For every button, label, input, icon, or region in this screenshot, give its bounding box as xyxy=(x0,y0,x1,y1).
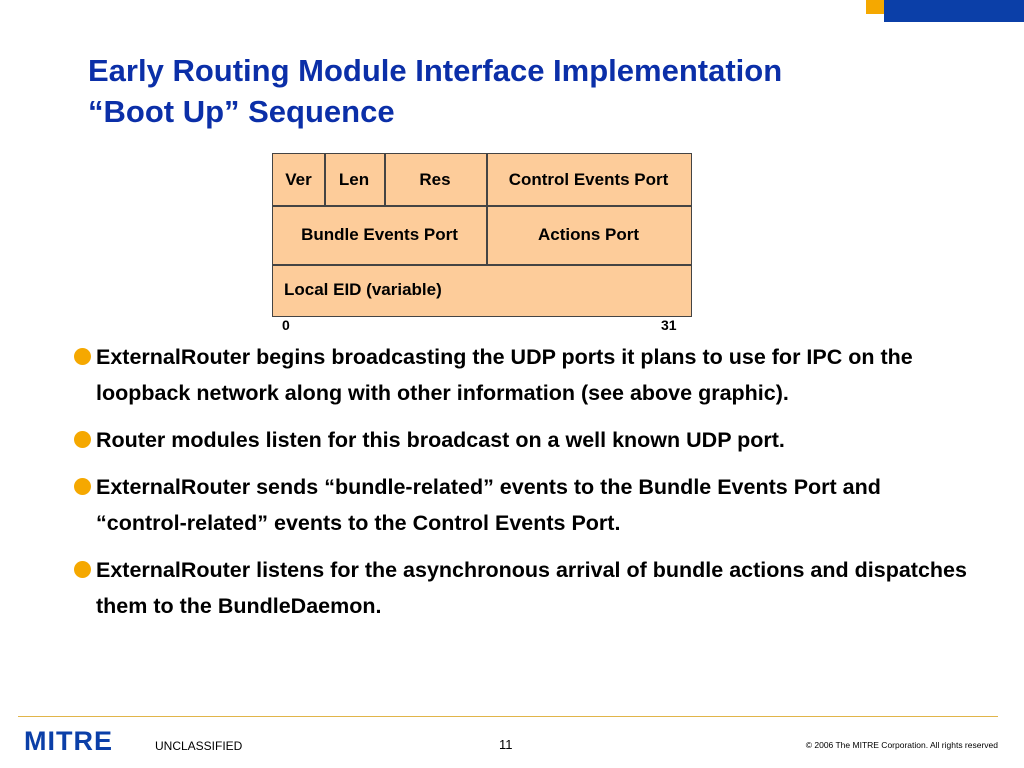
col-divider-ver xyxy=(324,154,326,205)
bullet-item: ExternalRouter sends “bundle-related” events to the Bundle Events Port and “control-related” events to the Control Events Port. xyxy=(74,469,974,541)
field-actions-port: Actions Port xyxy=(537,224,640,244)
bullet-dot-icon xyxy=(74,561,91,578)
bullet-dot-icon xyxy=(74,431,91,448)
corner-accent-orange xyxy=(866,0,884,14)
bullet-dot-icon xyxy=(74,348,91,365)
bullet-dot-icon xyxy=(74,478,91,495)
col-divider-res xyxy=(486,154,488,264)
page-number: 11 xyxy=(499,737,513,752)
field-res: Res xyxy=(419,169,451,189)
slide-title xyxy=(88,50,782,132)
bullet-item: Router modules listen for this broadcast on a well known UDP port. xyxy=(74,422,974,458)
field-len: Len xyxy=(338,169,370,189)
row-divider-1 xyxy=(273,205,691,207)
field-bundle-events-port: Bundle Events Port xyxy=(301,224,458,244)
mitre-logo: MITRE xyxy=(24,726,113,756)
copyright-notice: © 2006 The MITRE Corporation. All rights reserved xyxy=(805,740,998,750)
title-line-1: Early Routing Module Interface Implementation xyxy=(88,53,783,88)
classification-label: UNCLASSIFIED xyxy=(155,739,243,753)
bit-label-start: 0 xyxy=(282,317,290,333)
bullet-item: ExternalRouter listens for the asynchronous arrival of bundle actions and dispatches them to the BundleDaemon. xyxy=(74,552,974,624)
bullet-item: ExternalRouter begins broadcasting the UDP ports it plans to use for IPC on the loopback network along with other information (see above graphic). xyxy=(74,339,974,411)
title-line-2: “Boot Up” Sequence xyxy=(88,94,395,129)
field-local-eid: Local EID (variable) xyxy=(284,280,442,299)
row-divider-2 xyxy=(273,264,691,266)
field-control-events-port: Control Events Port xyxy=(508,169,669,189)
col-divider-len xyxy=(384,154,386,205)
bullet-list xyxy=(74,339,974,635)
corner-accent-blue xyxy=(884,0,1024,22)
footer-divider xyxy=(18,716,998,717)
field-ver: Ver xyxy=(285,169,312,189)
packet-format-diagram xyxy=(272,153,692,317)
bit-label-end: 31 xyxy=(661,317,677,333)
